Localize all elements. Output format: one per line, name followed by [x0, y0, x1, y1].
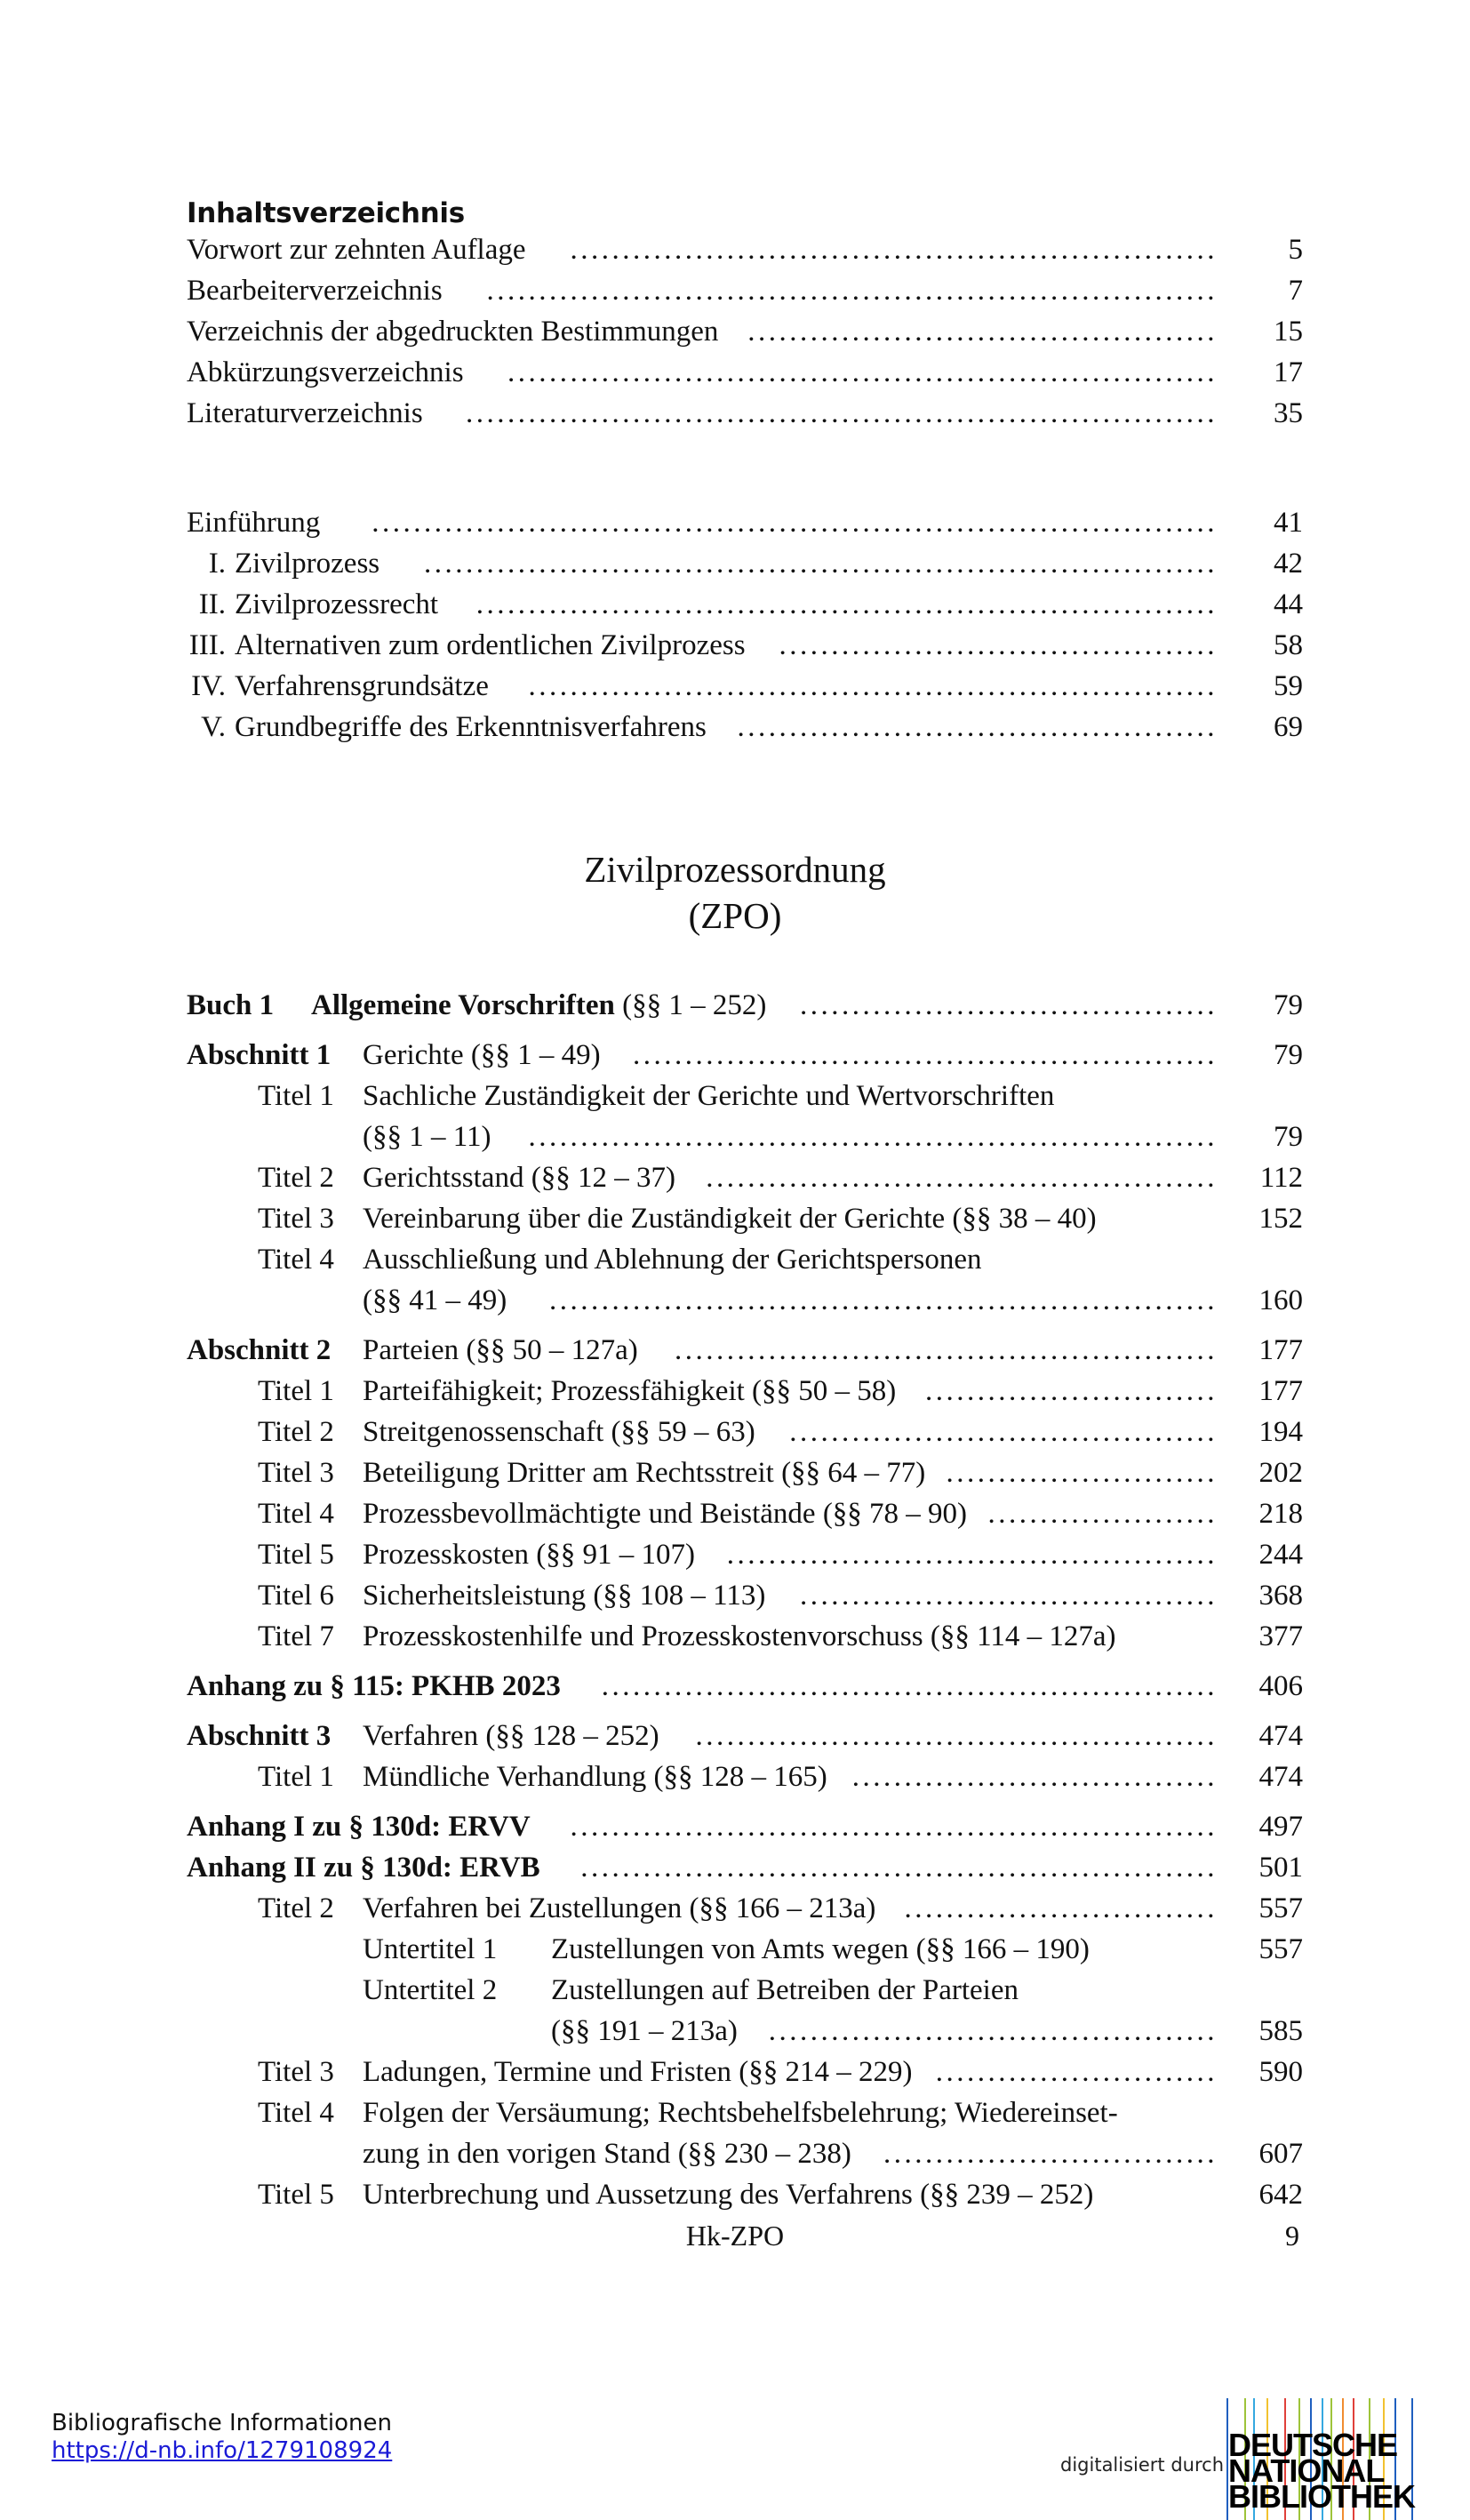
toc-entry-title: Mündliche Verhandlung (§§ 128 – 165)	[363, 1761, 827, 1793]
toc-entry-range: (§§ 1 – 252)	[614, 989, 767, 1021]
toc-entry[interactable]	[187, 1330, 1303, 1371]
toc-entry-page: 218	[1258, 1498, 1303, 1530]
page-number: 9	[1285, 2220, 1299, 2252]
toc-entry[interactable]	[187, 1575, 1303, 1616]
toc-entry-prefix: Titel 7	[258, 1620, 334, 1652]
toc-entry[interactable]	[187, 1157, 1303, 1198]
toc-entry-range-line	[363, 1116, 491, 1157]
toc-entry-page: 474	[1258, 1720, 1303, 1752]
toc-entry[interactable]	[187, 543, 1303, 584]
toc-entry-range: (§§ 166 – 190)	[908, 1933, 1090, 1965]
toc-entry-page: 557	[1258, 1892, 1303, 1924]
toc-entry-page: 79	[1274, 1039, 1303, 1071]
toc-leader-dots: .........................................	[789, 1416, 1218, 1448]
toc-entry-range: (§§ 78 – 90)	[815, 1498, 968, 1530]
toc-entry-prefix: Titel 1	[258, 1080, 334, 1112]
toc-leader-dots: .................................................	[706, 1162, 1218, 1194]
toc-entry[interactable]	[187, 985, 1303, 1026]
toc-entry-range: (§§ 108 – 113)	[586, 1580, 766, 1612]
toc-entry-number: II.	[198, 588, 226, 620]
toc-entry-prefix: Titel 4	[258, 2097, 334, 2129]
toc-entry-page: 152	[1258, 1203, 1303, 1235]
digitized-by-label: digitalisiert durch	[1060, 2454, 1225, 2476]
toc-entry[interactable]	[187, 1198, 1303, 1239]
toc-entry-range: (§§ 1 – 49)	[463, 1039, 601, 1071]
toc-entry-prefix: Untertitel 2	[363, 1974, 498, 2006]
toc-leader-dots: ............................................................................	[424, 548, 1218, 580]
toc-entry[interactable]	[187, 1888, 1303, 1929]
toc-entry[interactable]	[187, 270, 1303, 311]
toc-entry-page: 557	[1258, 1933, 1303, 1965]
toc-leader-dots: ....................................................	[675, 1334, 1218, 1366]
toc-entry-range: (§§ 59 – 63)	[603, 1416, 755, 1448]
toc-entry-range: (§§ 239 – 252)	[912, 2179, 1094, 2211]
toc-entry[interactable]	[187, 393, 1303, 434]
toc-entry-title: Sicherheitsleistung (§§ 108 – 113)	[363, 1580, 766, 1612]
toc-entry-title: Zustellungen auf Betreiben der Parteien	[551, 1974, 1019, 2006]
toc-entry[interactable]	[187, 1847, 1303, 1888]
toc-entry-title: Beteiligung Dritter am Rechtsstreit (§§ 64 – 77)	[363, 1457, 926, 1489]
toc-leader-dots: ...........................................	[768, 2015, 1218, 2047]
toc-entry-title: Sachliche Zuständigkeit der Gerichte und Wertvorschriften	[363, 1080, 1055, 1112]
toc-entry-page: 501	[1258, 1852, 1303, 1884]
toc-entry-prefix: Titel 3	[258, 1203, 334, 1235]
dnb-logo	[1226, 2398, 1429, 2520]
toc-leader-dots: ..............................................	[737, 711, 1218, 743]
toc-entry-page: 177	[1258, 1375, 1303, 1407]
zpo-entries-list	[187, 985, 1303, 2215]
toc-entry-page: 590	[1258, 2056, 1303, 2088]
toc-entry-title: Allgemeine Vorschriften (§§ 1 – 252)	[311, 989, 767, 1021]
toc-entry-title: Parteifähigkeit; Prozessfähigkeit (§§ 50 – 58)	[363, 1375, 897, 1407]
toc-entry-number: IV.	[191, 670, 226, 702]
toc-leader-dots: ..................................................	[695, 1720, 1218, 1752]
toc-leader-dots: ...................................	[851, 1761, 1218, 1793]
toc-entry-label: Zivilprozess	[235, 548, 380, 580]
toc-entry-label: Bearbeiterverzeichnis	[187, 275, 443, 307]
toc-leader-dots: ...........................	[935, 2056, 1218, 2088]
zpo-title	[0, 846, 1470, 939]
bibliographic-info-label: Bibliografische Informationen	[52, 2410, 392, 2436]
toc-entry-page: 59	[1274, 670, 1303, 702]
toc-entry-range-line	[551, 2011, 738, 2052]
toc-entry[interactable]	[187, 1493, 1303, 1534]
toc-entry-range: (§§ 230 – 238)	[677, 2138, 851, 2170]
toc-leader-dots: ..............................................................	[570, 1811, 1218, 1843]
toc-entry-prefix: Titel 2	[258, 1416, 334, 1448]
toc-entry[interactable]	[187, 625, 1303, 666]
toc-entry-label: Vorwort zur zehnten Auflage	[187, 234, 526, 266]
toc-entry-prefix: Titel 4	[258, 1244, 334, 1276]
toc-leader-dots: ..................................................................	[528, 1121, 1218, 1153]
toc-leader-dots: ....................................................................	[507, 356, 1218, 388]
toc-entry-label: Verzeichnis der abgedruckten Bestimmungen	[187, 316, 719, 348]
toc-entry[interactable]	[187, 2174, 1303, 2215]
toc-entry-range: (§§ 91 – 107)	[528, 1539, 695, 1571]
toc-entry-prefix: Titel 5	[258, 2179, 334, 2211]
toc-leader-dots: .............................................................	[580, 1852, 1218, 1884]
toc-entry[interactable]	[187, 1970, 1303, 2052]
toc-entry-page: 497	[1258, 1811, 1303, 1843]
toc-entry-title: Zustellungen von Amts wegen (§§ 166 – 190)	[551, 1933, 1090, 1965]
toc-entry-title: Ladungen, Termine und Fristen (§§ 214 – 229)	[363, 2056, 913, 2088]
dnb-logo-line-2: NATIONAL	[1228, 2452, 1385, 2489]
toc-leader-dots: ...............................................	[726, 1539, 1218, 1571]
toc-entry-title: Unterbrechung und Aussetzung des Verfahrens (§§ 239 – 252)	[363, 2179, 1094, 2211]
toc-entry-page: 642	[1258, 2179, 1303, 2211]
toc-entry[interactable]	[187, 229, 1303, 270]
toc-entry-prefix: Titel 3	[258, 2056, 334, 2088]
toc-leader-dots: ..............................	[904, 1892, 1218, 1924]
toc-entry-range: (§§ 191 – 213a)	[551, 2015, 738, 2047]
toc-entry[interactable]	[187, 1716, 1303, 1756]
toc-entry-range: (§§ 38 – 40)	[945, 1203, 1097, 1235]
toc-entry-page: 17	[1274, 356, 1303, 388]
toc-entry-page: 69	[1274, 711, 1303, 743]
toc-entry-page: 7	[1288, 275, 1303, 307]
toc-leader-dots: .............................................	[747, 316, 1218, 348]
toc-entry-range: (§§ 50 – 127a)	[459, 1334, 638, 1366]
toc-entry-range: (§§ 128 – 165)	[646, 1761, 827, 1793]
zpo-title-line-2: (ZPO)	[688, 895, 782, 936]
toc-entry-range: (§§ 12 – 37)	[523, 1162, 675, 1194]
toc-leader-dots: ................................	[883, 2138, 1218, 2170]
zpo-title-line-1: Zivilprozessordnung	[584, 849, 886, 890]
toc-entry-prefix: Titel 5	[258, 1539, 334, 1571]
toc-entry[interactable]	[187, 1756, 1303, 1797]
toc-entry-prefix: Abschnitt 3	[187, 1720, 332, 1752]
toc-entry[interactable]	[187, 707, 1303, 748]
toc-leader-dots: .................................................................................	[371, 507, 1218, 539]
toc-entry-page: 35	[1274, 397, 1303, 429]
toc-entry-page: 244	[1258, 1539, 1303, 1571]
running-title: Hk-ZPO	[685, 2220, 785, 2252]
toc-leader-dots: ........................................................................	[466, 397, 1218, 429]
toc-entry[interactable]	[187, 1371, 1303, 1412]
toc-entry-page: 406	[1258, 1670, 1303, 1702]
toc-entry[interactable]	[187, 1412, 1303, 1452]
toc-entry-page: 585	[1258, 2015, 1303, 2047]
toc-leader-dots: .......................................................................	[475, 588, 1218, 620]
toc-entry-page: 42	[1274, 548, 1303, 580]
toc-entry-page: 112	[1259, 1162, 1303, 1194]
toc-entry-page: 474	[1258, 1761, 1303, 1793]
toc-entry-title: Gerichtsstand (§§ 12 – 37)	[363, 1162, 675, 1194]
toc-entry-title: Ausschließung und Ablehnung der Gerichtspersonen	[363, 1244, 982, 1276]
toc-entry[interactable]	[187, 352, 1303, 393]
toc-leader-dots: ...........................................................	[601, 1670, 1218, 1702]
toc-entry-prefix: Titel 1	[258, 1761, 334, 1793]
toc-entry[interactable]	[187, 1534, 1303, 1575]
toc-entry-number: III.	[188, 629, 226, 661]
toc-entry-page: 202	[1258, 1457, 1303, 1489]
toc-entry-title: Prozessbevollmächtigte und Beistände (§§ 78 – 90)	[363, 1498, 968, 1530]
toc-entry-page: 194	[1258, 1416, 1303, 1448]
toc-entry-range-line	[363, 1280, 507, 1321]
toc-entry-number: V.	[201, 711, 226, 743]
front-matter-list	[187, 229, 1303, 434]
dnb-logo-line-1: DEUTSCHE	[1228, 2427, 1398, 2463]
toc-entry-page: 5	[1288, 234, 1303, 266]
toc-entry-prefix: Titel 2	[258, 1892, 334, 1924]
toc-entry[interactable]	[187, 584, 1303, 625]
toc-entry-prefix: Titel 6	[258, 1580, 334, 1612]
toc-entry-range: (§§ 166 – 213a)	[682, 1892, 876, 1924]
toc-entry[interactable]	[187, 1806, 1303, 1847]
toc-entry-range: (§§ 50 – 58)	[744, 1375, 897, 1407]
toc-entry-page: 607	[1258, 2138, 1303, 2170]
toc-entry-prefix: Titel 2	[258, 1162, 334, 1194]
toc-leader-dots: ........................................................	[633, 1039, 1218, 1071]
toc-entry-prefix: Abschnitt 2	[187, 1334, 332, 1366]
toc-entry-title: Prozesskostenhilfe und Prozesskostenvorschuss (§§ 114 – 127a)	[363, 1620, 1116, 1652]
toc-entry[interactable]	[187, 1666, 1303, 1707]
toc-entry-page: 377	[1258, 1620, 1303, 1652]
toc-entry[interactable]	[187, 1452, 1303, 1493]
toc-entry[interactable]	[187, 502, 1303, 543]
toc-entry-page: 79	[1274, 1121, 1303, 1153]
toc-leader-dots: ................................................................	[549, 1284, 1218, 1316]
toc-entry-prefix: Anhang zu § 115: PKHB 2023	[187, 1670, 561, 1702]
toc-entry-label: Verfahrensgrundsätze	[235, 670, 489, 702]
toc-entry-title: Prozesskosten (§§ 91 – 107)	[363, 1539, 695, 1571]
toc-entry[interactable]	[187, 666, 1303, 707]
toc-entry-range: (§§ 1 – 11)	[363, 1121, 491, 1153]
toc-entry-label: Abkürzungsverzeichnis	[187, 356, 464, 388]
toc-leader-dots: ............................	[925, 1375, 1218, 1407]
toc-entry[interactable]	[187, 2092, 1303, 2174]
toc-entry[interactable]	[187, 311, 1303, 352]
toc-leader-dots: ......................	[987, 1498, 1218, 1530]
toc-heading: Inhaltsverzeichnis	[187, 197, 465, 229]
toc-leader-dots: ........................................	[800, 989, 1218, 1021]
toc-entry-page: 177	[1258, 1334, 1303, 1366]
toc-leader-dots: ......................................................................	[486, 275, 1218, 307]
toc-entry-prefix: Untertitel 1	[363, 1933, 498, 1965]
toc-entry-prefix: Titel 1	[258, 1375, 334, 1407]
toc-entry-page: 44	[1274, 588, 1303, 620]
toc-entry[interactable]	[187, 1616, 1303, 1657]
toc-entry-page: 160	[1258, 1284, 1303, 1316]
toc-entry-range-line	[363, 2133, 851, 2174]
toc-entry-title: Verfahren bei Zustellungen (§§ 166 – 213a)	[363, 1892, 876, 1924]
toc-entry-page: 15	[1274, 316, 1303, 348]
toc-entry-label: Zivilprozessrecht	[235, 588, 439, 620]
toc-entry-page: 41	[1274, 507, 1303, 539]
toc-entry-prefix: Abschnitt 1	[187, 1039, 332, 1071]
toc-entry-prefix: Anhang I zu § 130d: ERVV	[187, 1811, 531, 1843]
toc-entry[interactable]	[187, 2052, 1303, 2092]
toc-entry-number: I.	[208, 548, 226, 580]
toc-entry-label: Grundbegriffe des Erkenntnisverfahrens	[235, 711, 707, 743]
toc-entry-page: 58	[1274, 629, 1303, 661]
toc-entry-label: Literaturverzeichnis	[187, 397, 423, 429]
toc-entry-title: Verfahren (§§ 128 – 252)	[363, 1720, 659, 1752]
toc-entry-range: (§§ 114 – 127a)	[923, 1620, 1116, 1652]
toc-entry-range: (§§ 64 – 77)	[773, 1457, 926, 1489]
toc-entry-range: (§§ 128 – 252)	[478, 1720, 659, 1752]
toc-entry-prefix: Titel 3	[258, 1457, 334, 1489]
bibliographic-info-link[interactable]: https://d-nb.info/1279108924	[52, 2437, 393, 2464]
toc-entry-range: (§§ 41 – 49)	[363, 1284, 507, 1316]
toc-entry-range: (§§ 214 – 229)	[731, 2056, 913, 2088]
toc-leader-dots: ..................................................................	[528, 670, 1218, 702]
toc-entry-title: Gerichte (§§ 1 – 49)	[363, 1039, 601, 1071]
toc-leader-dots: ..........................	[946, 1457, 1218, 1489]
toc-entry-page: 79	[1274, 989, 1303, 1021]
toc-entry-title: Streitgenossenschaft (§§ 59 – 63)	[363, 1416, 755, 1448]
toc-entry-title: Vereinbarung über die Zuständigkeit der Gerichte (§§ 38 – 40)	[363, 1203, 1097, 1235]
toc-leader-dots: ........................................	[800, 1580, 1218, 1612]
toc-entry-title-continued: zung in den vorigen Stand	[363, 2138, 678, 2170]
introduction-list	[187, 502, 1303, 748]
toc-entry[interactable]	[187, 1076, 1303, 1157]
toc-leader-dots: ..........................................	[779, 629, 1218, 661]
toc-entry[interactable]	[187, 1239, 1303, 1321]
toc-entry-title: Parteien (§§ 50 – 127a)	[363, 1334, 638, 1366]
toc-entry-prefix: Anhang II zu § 130d: ERVB	[187, 1852, 540, 1884]
toc-entry-prefix: Buch 1	[187, 989, 275, 1021]
dnb-logo-line-3: BIBLIOTHEK	[1228, 2478, 1415, 2515]
toc-entry-page: 368	[1258, 1580, 1303, 1612]
toc-entry-prefix: Titel 4	[258, 1498, 334, 1530]
toc-entry[interactable]	[187, 1929, 1303, 1970]
toc-entry[interactable]	[187, 1035, 1303, 1076]
toc-entry-title: Folgen der Versäumung; Rechtsbehelfsbelehrung; Wiedereinset-	[363, 2097, 1118, 2129]
toc-entry-label: Einführung	[187, 507, 321, 539]
toc-entry-label: Alternativen zum ordentlichen Zivilprozess	[235, 629, 746, 661]
toc-leader-dots: ..............................................................	[570, 234, 1218, 266]
